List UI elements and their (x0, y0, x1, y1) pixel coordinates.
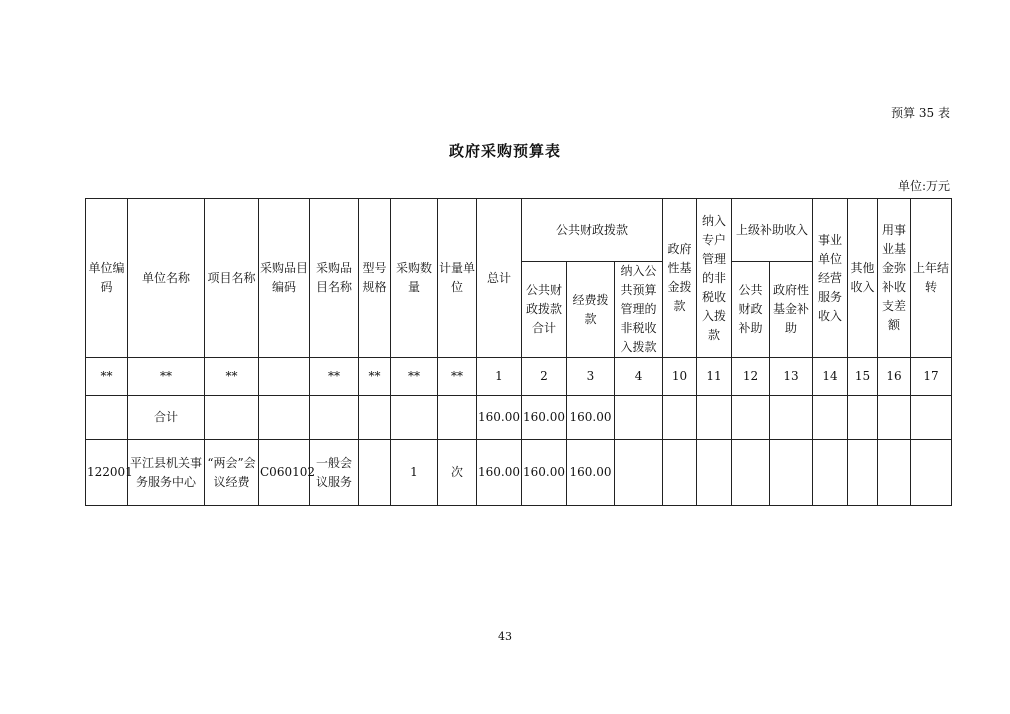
index-row (86, 358, 952, 396)
table-cell (663, 440, 697, 506)
row-quantity: 1 (391, 440, 438, 506)
table-cell (663, 396, 697, 440)
header-business-income: 事业单位经营服务收入 (813, 199, 848, 358)
index-cell: 10 (663, 358, 697, 396)
header-unit-name: 单位名称 (128, 199, 205, 358)
header-unit-code: 单位编码 (86, 199, 128, 358)
header-public-subtotal: 公共财政拨款合计 (522, 262, 567, 358)
table-cell (438, 396, 477, 440)
index-cell: 11 (697, 358, 732, 396)
index-cell: ** (205, 358, 259, 396)
table-cell (848, 396, 878, 440)
header-superior-public: 公共财政补助 (732, 262, 770, 358)
table-cell (359, 396, 391, 440)
table-cell (391, 396, 438, 440)
table-cell (697, 440, 732, 506)
header-superior-subsidy: 上级补助收入 (732, 199, 813, 262)
index-cell: 4 (615, 358, 663, 396)
index-cell: 17 (911, 358, 952, 396)
table-row (86, 440, 952, 506)
sum-operating: 160.00 (567, 396, 615, 440)
header-row-1 (86, 199, 952, 262)
index-cell: 14 (813, 358, 848, 396)
header-other-income: 其他收入 (848, 199, 878, 358)
table-cell (770, 440, 813, 506)
table-cell (878, 396, 911, 440)
sum-total: 160.00 (477, 396, 522, 440)
index-cell (259, 358, 310, 396)
index-cell: 15 (848, 358, 878, 396)
table-cell (878, 440, 911, 506)
page-number: 43 (498, 630, 512, 643)
sum-row (86, 396, 952, 440)
header-operating-funds: 经费拨款 (567, 262, 615, 358)
index-cell: ** (310, 358, 359, 396)
table-cell (615, 396, 663, 440)
budget-table (85, 198, 952, 506)
sum-public-subtotal: 160.00 (522, 396, 567, 440)
table-cell (697, 396, 732, 440)
index-cell: ** (359, 358, 391, 396)
table-cell (813, 396, 848, 440)
index-cell: ** (86, 358, 128, 396)
table-cell (205, 396, 259, 440)
index-cell: 2 (522, 358, 567, 396)
row-unit-code: 122001 (86, 440, 128, 506)
row-project-name: “两会”会议经费 (205, 440, 259, 506)
index-cell: 1 (477, 358, 522, 396)
table-cell (259, 396, 310, 440)
header-superior-fund: 政府性基金补助 (770, 262, 813, 358)
index-cell: 13 (770, 358, 813, 396)
row-total: 160.00 (477, 440, 522, 506)
index-cell: ** (391, 358, 438, 396)
table-cell (86, 396, 128, 440)
row-measure-unit: 次 (438, 440, 477, 506)
table-number: 预算 35 表 (891, 106, 950, 120)
header-quantity: 采购数量 (391, 199, 438, 358)
table-cell (732, 440, 770, 506)
header-total: 总计 (477, 199, 522, 358)
table-cell (310, 396, 359, 440)
row-operating: 160.00 (567, 440, 615, 506)
table-cell (911, 440, 952, 506)
row-model (359, 440, 391, 506)
header-public-finance: 公共财政拨款 (522, 199, 663, 262)
row-item-name: 一般会议服务 (310, 440, 359, 506)
index-cell: 16 (878, 358, 911, 396)
page-title: 政府采购预算表 (448, 142, 561, 160)
header-item-code: 采购品目编码 (259, 199, 310, 358)
header-deficit-makeup: 用事业基金弥补收支差额 (878, 199, 911, 358)
index-cell: 3 (567, 358, 615, 396)
header-measure-unit: 计量单位 (438, 199, 477, 358)
header-model: 型号规格 (359, 199, 391, 358)
header-gov-fund: 政府性基金拨款 (663, 199, 697, 358)
unit-label: 单位:万元 (897, 179, 950, 193)
header-carryover: 上年结转 (911, 199, 952, 358)
table-cell (615, 440, 663, 506)
sum-label: 合计 (128, 396, 205, 440)
table-cell (848, 440, 878, 506)
row-public-subtotal: 160.00 (522, 440, 567, 506)
table-cell (813, 440, 848, 506)
index-cell: ** (128, 358, 205, 396)
header-special-nontax: 纳入专户管理的非税收入拨款 (697, 199, 732, 358)
header-item-name: 采购品目名称 (310, 199, 359, 358)
index-cell: 12 (732, 358, 770, 396)
table-cell (770, 396, 813, 440)
header-nontax-budget: 纳入公共预算管理的非税收入拨款 (615, 262, 663, 358)
header-project-name: 项目名称 (205, 199, 259, 358)
row-unit-name: 平江县机关事务服务中心 (128, 440, 205, 506)
table-cell (732, 396, 770, 440)
table-cell (911, 396, 952, 440)
index-cell: ** (438, 358, 477, 396)
row-item-code: C060102 (259, 440, 310, 506)
